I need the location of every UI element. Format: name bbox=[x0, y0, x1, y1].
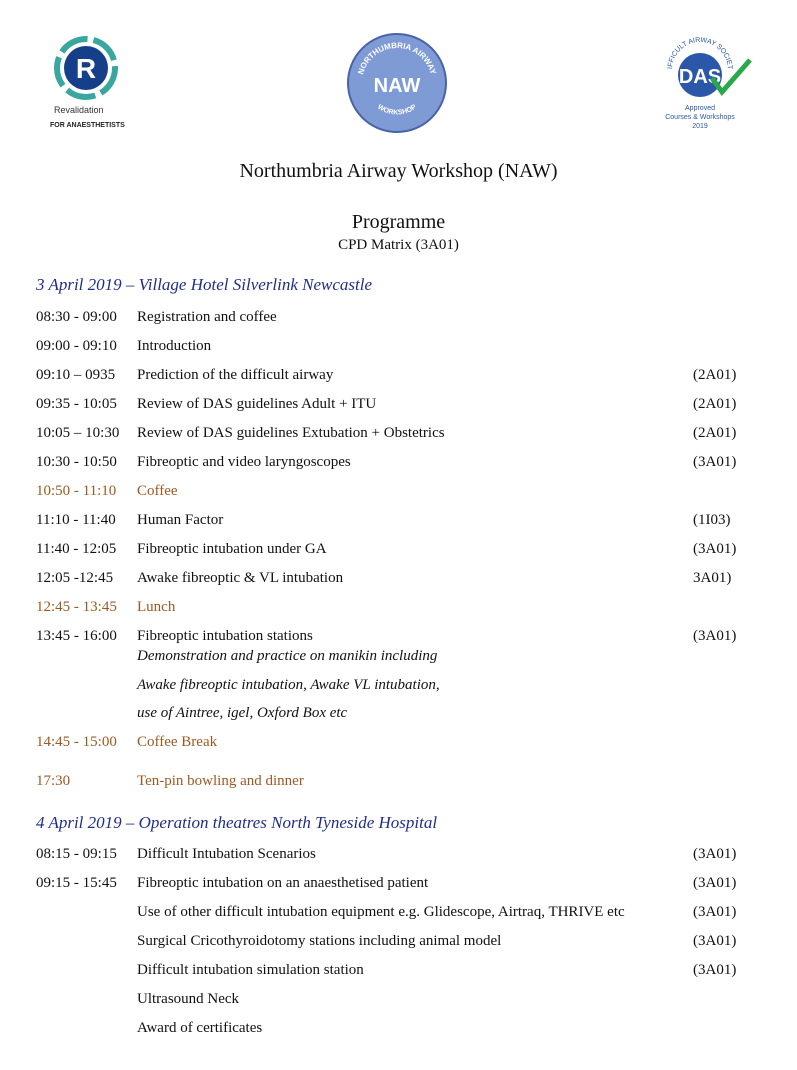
svg-text:R: R bbox=[75, 53, 97, 84]
session-activity: Lunch bbox=[137, 599, 176, 615]
schedule-row bbox=[0, 454, 797, 474]
session-time: 11:40 - 12:05 bbox=[36, 541, 117, 557]
cpd-code: (2A01) bbox=[693, 425, 737, 441]
session-activity: Difficult intubation simulation station bbox=[137, 962, 364, 978]
svg-text:Approved: Approved bbox=[685, 105, 715, 112]
das-logo bbox=[660, 30, 756, 139]
schedule-row bbox=[0, 541, 797, 561]
schedule-row bbox=[0, 570, 797, 590]
schedule-row bbox=[0, 338, 797, 358]
schedule-row bbox=[0, 599, 797, 619]
session-time: 09:35 - 10:05 bbox=[36, 396, 117, 412]
schedule-row bbox=[0, 628, 797, 648]
cpd-code: (3A01) bbox=[693, 962, 737, 978]
session-time: 10:30 - 10:50 bbox=[36, 454, 117, 470]
session-activity: Fibreoptic and video laryngoscopes bbox=[137, 454, 351, 470]
schedule-row bbox=[0, 734, 797, 754]
schedule-row bbox=[0, 705, 797, 725]
schedule-row bbox=[0, 367, 797, 387]
schedule-row bbox=[0, 677, 797, 697]
cpd-code: (3A01) bbox=[693, 628, 737, 644]
session-time: 08:15 - 09:15 bbox=[36, 846, 117, 862]
session-activity: Awake fibreoptic intubation, Awake VL intubation, bbox=[137, 677, 440, 693]
session-activity: Human Factor bbox=[137, 512, 224, 528]
cpd-code: (3A01) bbox=[693, 454, 737, 470]
session-time: 09:15 - 15:45 bbox=[36, 875, 117, 891]
session-time: 11:10 - 11:40 bbox=[36, 512, 116, 528]
cpd-code: (3A01) bbox=[693, 541, 737, 557]
session-activity: Demonstration and practice on manikin including bbox=[137, 648, 438, 664]
programme-heading: Programme bbox=[351, 211, 446, 233]
session-time: 09:00 - 09:10 bbox=[36, 338, 117, 354]
session-activity: Review of DAS guidelines Extubation + Obstetrics bbox=[137, 425, 445, 441]
schedule-row bbox=[0, 773, 797, 793]
svg-text:DAS: DAS bbox=[678, 66, 722, 88]
session-time: 13:45 - 16:00 bbox=[36, 628, 117, 644]
session-activity: Fibreoptic intubation under GA bbox=[137, 541, 327, 557]
session-activity: Ultrasound Neck bbox=[137, 991, 240, 1007]
session-time: 14:45 - 15:00 bbox=[36, 734, 117, 750]
schedule-row bbox=[0, 648, 797, 668]
schedule-row bbox=[0, 483, 797, 503]
svg-text:WORKSHOP: WORKSHOP bbox=[376, 103, 418, 117]
session-activity: Coffee bbox=[137, 483, 178, 499]
schedule-row bbox=[0, 309, 797, 329]
session-activity: Use of other difficult intubation equipment e.g. Glidescope, Airtraq, THRIVE etc bbox=[137, 904, 625, 920]
cpd-code: (2A01) bbox=[693, 367, 737, 383]
schedule-row bbox=[0, 425, 797, 445]
svg-text:Revalidation: Revalidation bbox=[54, 105, 104, 115]
schedule-row bbox=[0, 396, 797, 416]
session-time: 12:45 - 13:45 bbox=[36, 599, 117, 615]
session-activity: Ten-pin bowling and dinner bbox=[137, 773, 304, 789]
cpd-code: (2A01) bbox=[693, 396, 737, 412]
schedule-row bbox=[0, 962, 797, 982]
cpd-code: (3A01) bbox=[693, 904, 737, 920]
day-heading: 3 April 2019 – Village Hotel Silverlink Newcastle bbox=[36, 275, 373, 294]
svg-text:FOR ANAESTHETISTS: FOR ANAESTHETISTS bbox=[50, 122, 125, 129]
session-activity: Awake fibreoptic & VL intubation bbox=[137, 570, 344, 586]
svg-text:DIFFICULT AIRWAY SOCIETY: IFFICULT AIRWAY SOCIET bbox=[667, 36, 734, 70]
session-time: 12:05 -12:45 bbox=[36, 570, 114, 586]
session-time: 10:50 - 11:10 bbox=[36, 483, 117, 499]
session-time: 17:30 bbox=[36, 773, 71, 789]
session-activity: Award of certificates bbox=[137, 1020, 263, 1036]
naw-logo bbox=[346, 32, 448, 139]
day-heading: 4 April 2019 – Operation theatres North Tyneside Hospital bbox=[36, 813, 438, 832]
session-activity: Difficult Intubation Scenarios bbox=[137, 846, 316, 862]
session-activity: Review of DAS guidelines Adult + ITU bbox=[137, 396, 377, 412]
session-time: 09:10 – 0935 bbox=[36, 367, 116, 383]
svg-text:NORTHUMBRIA AIRWAY: NORTHUMBRIA AIRWAY bbox=[356, 40, 438, 76]
cpd-code: 3A01) bbox=[693, 570, 732, 586]
cpd-matrix: CPD Matrix (3A01) bbox=[338, 237, 459, 253]
cpd-code: (3A01) bbox=[693, 933, 737, 949]
session-activity: Fibreoptic intubation stations bbox=[137, 628, 313, 644]
session-activity: Fibreoptic intubation on an anaesthetised patient bbox=[137, 875, 429, 891]
schedule-row bbox=[0, 512, 797, 532]
session-activity: use of Aintree, igel, Oxford Box etc bbox=[137, 705, 348, 721]
session-activity: Prediction of the difficult airway bbox=[137, 367, 334, 383]
page-title: Northumbria Airway Workshop (NAW) bbox=[239, 160, 558, 182]
session-activity: Coffee Break bbox=[137, 734, 218, 750]
schedule-row bbox=[0, 991, 797, 1011]
revalidation-logo bbox=[48, 36, 128, 135]
schedule-row bbox=[0, 875, 797, 895]
session-time: 10:05 – 10:30 bbox=[36, 425, 120, 441]
svg-text:Courses & Workshops: Courses & Workshops bbox=[665, 114, 735, 121]
session-activity: Introduction bbox=[137, 338, 212, 354]
session-time: 08:30 - 09:00 bbox=[36, 309, 117, 325]
cpd-code: (3A01) bbox=[693, 875, 737, 891]
cpd-code: (1I03) bbox=[693, 512, 731, 528]
session-activity: Surgical Cricothyroidotomy stations including animal model bbox=[137, 933, 502, 949]
schedule-row bbox=[0, 904, 797, 924]
revalidation-icon bbox=[48, 36, 128, 130]
svg-text:2019: 2019 bbox=[692, 123, 708, 130]
svg-text:NAW: NAW bbox=[373, 75, 421, 97]
schedule-row bbox=[0, 1020, 797, 1040]
schedule-row bbox=[0, 933, 797, 953]
cpd-code: (3A01) bbox=[693, 846, 737, 862]
schedule-row bbox=[0, 846, 797, 866]
session-activity: Registration and coffee bbox=[137, 309, 277, 325]
